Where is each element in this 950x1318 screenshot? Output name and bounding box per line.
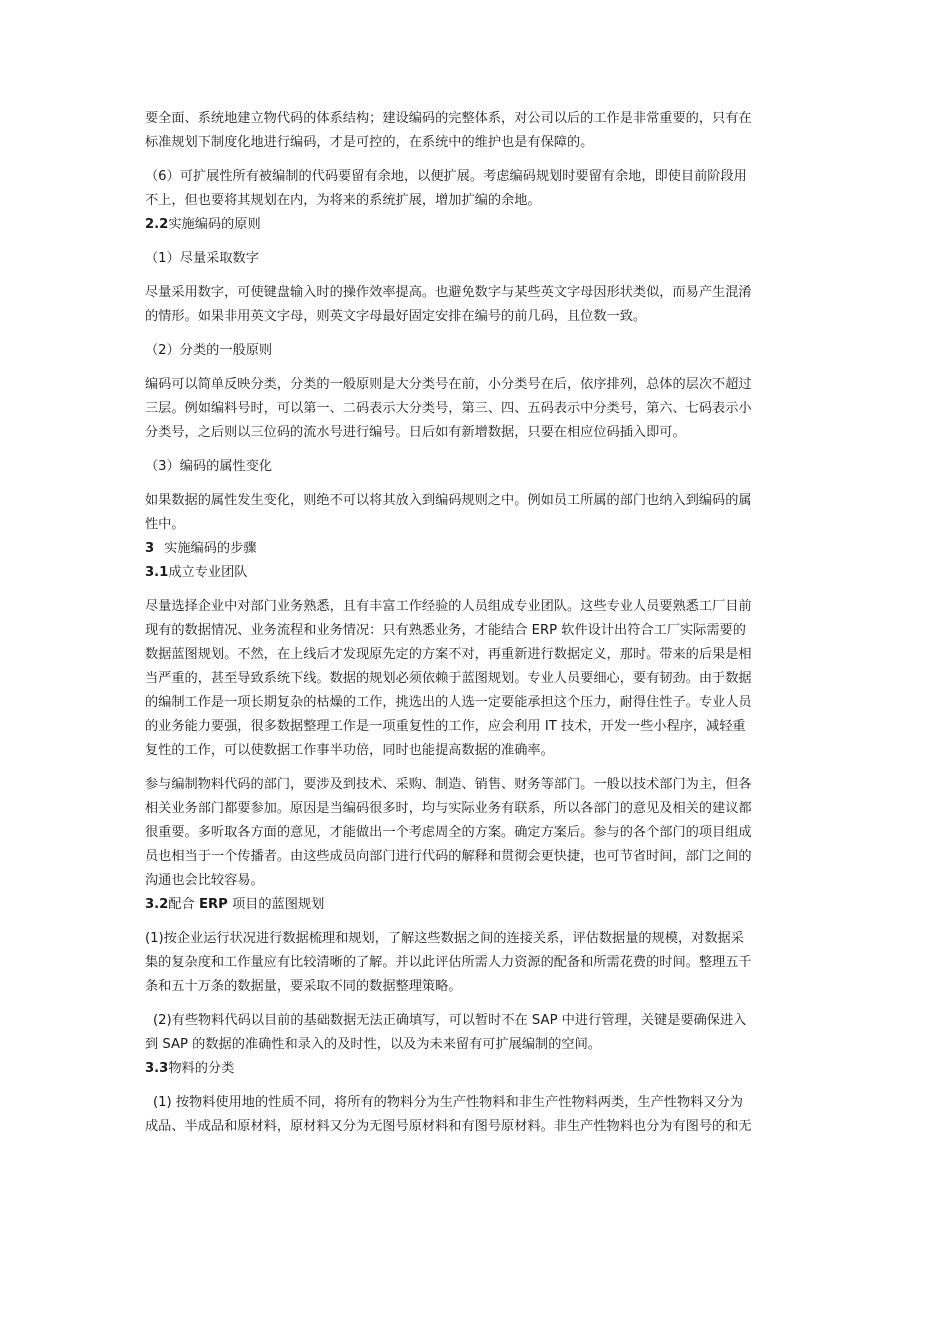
- text-line: 当严重的，甚至导致系统下线。数据的规划必须依赖于蓝图规划。专业人员要细心，要有韧劲。由于数据: [145, 671, 752, 686]
- section-number: 3: [145, 541, 155, 556]
- text-line: 的情形。如果非用英文字母，则英文字母最好固定安排在编号的前几码，且位数一致。: [145, 309, 647, 324]
- text-line: 三层。例如编料号时，可以第一、二码表示大分类号，第三、四、五码表示中分类号，第六、七码表示小: [145, 401, 752, 416]
- text-line: 不上，但也要将其规划在内，为将来的系统扩展，增加扩编的余地。: [145, 193, 541, 208]
- text-line: (1)按企业运行状况进行数据梳理和规划，了解这些数据之间的连接关系，评估数据量的规模，对数据采: [145, 931, 744, 946]
- body-paragraph: [145, 773, 866, 893]
- text-line: （2）分类的一般原则: [145, 343, 273, 358]
- body-paragraph: [145, 107, 866, 155]
- body-paragraph: [145, 455, 866, 479]
- text-line: 性中。: [145, 517, 185, 532]
- text-line: 复性的工作，可以使数据工作事半功倍，同时也能提高数据的准确率。: [145, 743, 554, 758]
- section-title: 配合 ERP 项目的蓝图规划: [168, 897, 325, 912]
- text-line: 尽量选择企业中对部门业务熟悉，且有丰富工作经验的人员组成专业团队。这些专业人员要熟悉工厂目前: [145, 599, 752, 614]
- section-heading: [145, 893, 866, 917]
- section-heading: [145, 537, 866, 561]
- body-paragraph: [145, 373, 866, 445]
- text-line: 条和五十万条的数据量，要采取不同的数据整理策略。: [145, 979, 462, 994]
- text-line: 到 SAP 的数据的准确性和录入的及时性，以及为未来留有可扩展编制的空间。: [145, 1037, 601, 1052]
- body-paragraph: [145, 1091, 866, 1139]
- section-number: 3.3: [145, 1061, 169, 1076]
- text-line: 参与编制物料代码的部门，要涉及到技术、采购、制造、销售、财务等部门。一般以技术部门为主，但各: [145, 777, 752, 792]
- text-line: (2)有些物料代码以目前的基础数据无法正确填写，可以暂时不在 SAP 中进行管理，关键是要确保进入: [153, 1013, 747, 1028]
- text-line: 标准规划下制度化地进行编码，才是可控的，在系统中的维护也是有保障的。: [145, 135, 594, 150]
- text-line: (1) 按物料使用地的性质不同，将所有的物料分为生产性物料和非生产性物料两类，生产性物料又分为: [153, 1095, 743, 1110]
- text-line: 数据蓝图规划。不然，在上线后才发现原先定的方案不对，再重新进行数据定义，那时。带来的后果是相: [145, 647, 752, 662]
- text-line: 编码可以简单反映分类，分类的一般原则是大分类号在前，小分类号在后，依序排列，总体的层次不超过: [145, 377, 752, 392]
- body-paragraph: [145, 281, 866, 329]
- text-line: 成品、半成品和原材料，原材料又分为无图号原材料和有图号原材料。非生产性物料也分为有图号的和无: [145, 1119, 752, 1134]
- text-line: 员也相当于一个传播者。由这些成员向部门进行代码的解释和贯彻会更快捷，也可节省时间，部门之间的: [145, 849, 752, 864]
- body-paragraph: [145, 927, 866, 999]
- body-paragraph: [145, 165, 866, 213]
- text-line: （1）尽量采取数字: [145, 251, 259, 266]
- section-heading: [145, 213, 866, 237]
- text-line: 集的复杂度和工作量应有比较清晰的了解。并以此评估所需人力资源的配备和所需花费的时间。整理五千: [145, 955, 752, 970]
- text-line: 相关业务部门都要参加。原因是当编码很多时，均与实际业务有联系，所以各部门的意见及相关的建议都: [145, 801, 752, 816]
- body-paragraph: [145, 247, 866, 271]
- section-heading: [145, 1057, 866, 1081]
- text-line: 要全面、系统地建立物代码的体系结构；建设编码的完整体系，对公司以后的工作是非常重要的，只有在: [145, 111, 752, 126]
- text-line: 沟通也会比较容易。: [145, 873, 264, 888]
- text-line: 很重要。多听取各方面的意见，才能做出一个考虑周全的方案。确定方案后。参与的各个部门的项目组成: [145, 825, 752, 840]
- text-line: 的业务能力要强，很多数据整理工作是一项重复性的工作，应会利用 IT 技术，开发一些小程序，减轻重: [145, 719, 746, 734]
- body-paragraph: [145, 339, 866, 363]
- text-line: 现有的数据情况、业务流程和业务情况：只有熟悉业务，才能结合 ERP 软件设计出符合工厂实际需要的: [145, 623, 746, 638]
- body-paragraph: [145, 1009, 866, 1057]
- body-paragraph: [145, 595, 866, 763]
- section-title: 成立专业团队: [168, 565, 248, 580]
- section-number: 2.2: [145, 217, 169, 232]
- section-heading: [145, 561, 866, 585]
- section-title: 实施编码的步骤: [164, 541, 257, 556]
- body-paragraph: [145, 489, 866, 537]
- section-title: 实施编码的原则: [168, 217, 261, 232]
- text-line: （3）编码的属性变化: [145, 459, 273, 474]
- text-line: 的编制工作是一项长期复杂的枯燥的工作，挑选出的人选一定要能承担这个压力，耐得住性子。专业人员: [145, 695, 752, 710]
- text-line: （6）可扩展性所有被编制的代码要留有余地，以便扩展。考虑编码规划时要留有余地，即使目前阶段用: [145, 169, 747, 184]
- section-title: 物料的分类: [168, 1061, 235, 1076]
- text-line: 尽量采用数字，可使键盘输入时的操作效率提高。也避免数字与某些英文字母因形状类似，而易产生混淆: [145, 285, 752, 300]
- section-number: 3.1: [145, 565, 169, 580]
- text-line: 分类号，之后则以三位码的流水号进行编号。日后如有新增数据，只要在相应位码插入即可。: [145, 425, 686, 440]
- section-number: 3.2: [145, 897, 169, 912]
- text-line: 如果数据的属性发生变化，则绝不可以将其放入到编码规则之中。例如员工所属的部门也纳入到编码的属: [145, 493, 752, 508]
